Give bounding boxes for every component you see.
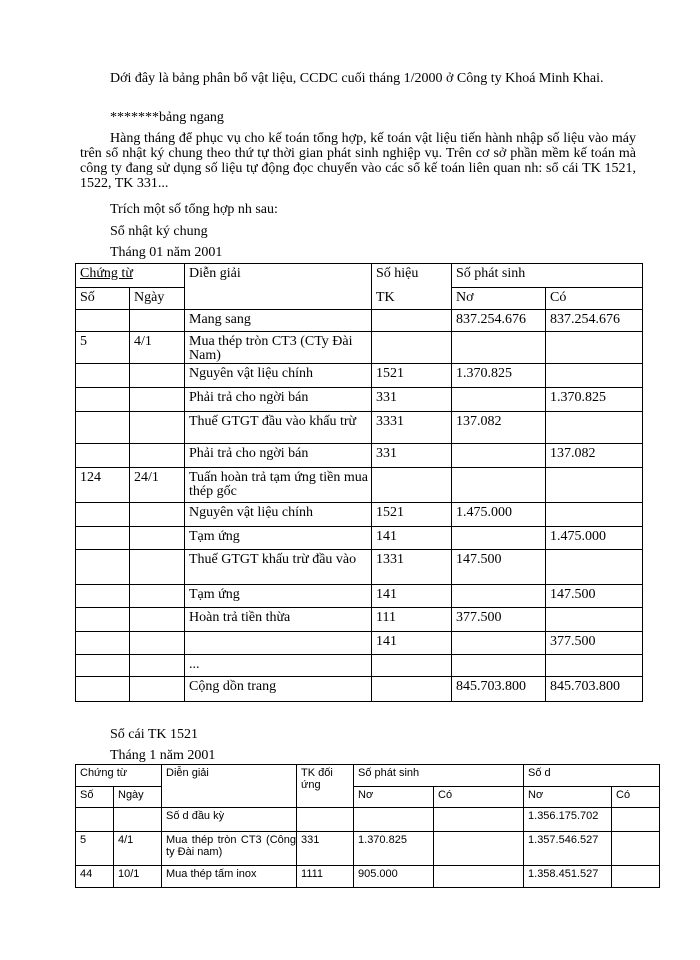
journal-cell-so (76, 310, 130, 332)
journal-cell-co (546, 332, 643, 364)
journal-cell-no (452, 585, 546, 608)
journal-cell-ngay (130, 655, 185, 677)
ledger-cell-du_co (612, 808, 660, 832)
ledger-cell-du_co (612, 832, 660, 866)
ledger-header-so-phat-sinh: Số phát sinh (354, 765, 524, 787)
journal-cell-tk: 1521 (372, 364, 452, 388)
journal-table (75, 263, 643, 702)
journal-cell-tk: 1331 (372, 550, 452, 585)
journal-cell-desc: Nguyên vật liệu chính (185, 503, 372, 527)
journal-cell-no (452, 655, 546, 677)
journal-cell-ngay (130, 364, 185, 388)
journal-row (76, 550, 643, 585)
intro-paragraph-2: Hàng tháng để phục vụ cho kế toán tổng hợp, kế toán vật liệu tiến hành nhập số liệu vào máy trên sổ nhật ký chung theo thứ tự thời gian phát sinh nghiệp vụ. Trên cơ sở phần mềm kế toán mà công ty đang sử dụng số liệu tự động đọc chuyển vào các sổ kế toán liên quan nh: sổ cái TK 1521, 1522, TK 331... (80, 131, 636, 191)
journal-cell-no: 1.475.000 (452, 503, 546, 527)
ledger-month: Tháng 1 năm 2001 (110, 748, 216, 763)
journal-cell-no (452, 632, 546, 655)
journal-row (76, 585, 643, 608)
ledger-header-co: Có (434, 787, 524, 808)
journal-cell-tk (372, 310, 452, 332)
journal-cell-ngay (130, 608, 185, 632)
journal-cell-so (76, 677, 130, 702)
ledger-row (76, 866, 660, 888)
journal-cell-tk: 331 (372, 388, 452, 412)
journal-cell-co (546, 468, 643, 503)
journal-cell-ngay: 24/1 (130, 468, 185, 503)
journal-cell-co: 137.082 (546, 444, 643, 468)
journal-row (76, 655, 643, 677)
ledger-cell-desc: Mua thép tròn CT3 (Công ty Đài nam) (162, 832, 297, 866)
journal-row (76, 632, 643, 655)
journal-cell-tk (372, 332, 452, 364)
ledger-cell-co (434, 866, 524, 888)
ledger-cell-du_no: 1.357.546.527 (524, 832, 612, 866)
journal-row (76, 388, 643, 412)
journal-cell-so (76, 632, 130, 655)
journal-cell-tk (372, 677, 452, 702)
journal-row (76, 503, 643, 527)
ledger-cell-tk: 1111 (297, 866, 354, 888)
journal-cell-ngay: 4/1 (130, 332, 185, 364)
journal-cell-ngay (130, 677, 185, 702)
journal-cell-so (76, 412, 130, 444)
journal-cell-no (452, 444, 546, 468)
ledger-cell-ngay (114, 808, 162, 832)
ledger-header-du-no: Nơ (524, 787, 612, 808)
ledger-cell-no: 905.000 (354, 866, 434, 888)
journal-cell-tk: 1521 (372, 503, 452, 527)
journal-cell-ngay (130, 632, 185, 655)
journal-cell-so (76, 364, 130, 388)
journal-header-tk: TK (372, 288, 452, 310)
ledger-header-chung-tu: Chứng từ (76, 765, 162, 787)
journal-cell-desc: ... (185, 655, 372, 677)
journal-cell-co: 837.254.676 (546, 310, 643, 332)
ledger-row (76, 808, 660, 832)
journal-cell-so (76, 585, 130, 608)
journal-header-co: Có (546, 288, 643, 310)
ledger-cell-du_no: 1.356.175.702 (524, 808, 612, 832)
journal-cell-so: 124 (76, 468, 130, 503)
journal-cell-desc: Phải trả cho ngời bán (185, 444, 372, 468)
ledger-title: Sổ cái TK 1521 (110, 727, 199, 742)
journal-cell-desc: Tuấn hoàn trả tạm ứng tiền mua thép gốc (185, 468, 372, 503)
journal-header-dien-giai: Diễn giải (185, 264, 372, 310)
journal-row (76, 364, 643, 388)
journal-cell-desc: Phải trả cho ngời bán (185, 388, 372, 412)
journal-cell-no: 147.500 (452, 550, 546, 585)
journal-cell-desc: Tạm ứng (185, 527, 372, 550)
journal-cell-desc: Tạm ứng (185, 585, 372, 608)
ledger-header-no: Nơ (354, 787, 434, 808)
ledger-cell-du_co (612, 866, 660, 888)
ledger-cell-so (76, 808, 114, 832)
journal-header-no: Nơ (452, 288, 546, 310)
journal-cell-tk (372, 468, 452, 503)
ledger-header-so-du: Số d (524, 765, 660, 787)
journal-cell-co: 377.500 (546, 632, 643, 655)
journal-cell-tk: 141 (372, 632, 452, 655)
ledger-cell-no (354, 808, 434, 832)
ledger-cell-so: 44 (76, 866, 114, 888)
journal-cell-no: 1.370.825 (452, 364, 546, 388)
ledger-header-tk-doi-ung: TK đối ứng (297, 765, 354, 808)
journal-cell-so (76, 527, 130, 550)
ledger-cell-du_no: 1.358.451.527 (524, 866, 612, 888)
ledger-header-du-co: Có (612, 787, 660, 808)
journal-cell-desc: Hoàn trả tiền thừa (185, 608, 372, 632)
ledger-cell-tk: 331 (297, 832, 354, 866)
journal-header-ngay: Ngày (130, 288, 185, 310)
ledger-cell-co (434, 808, 524, 832)
intro-paragraph-1: Dới đây là bảng phân bổ vật liệu, CCDC cuối tháng 1/2000 ở Công ty Khoá Minh Khai. (110, 71, 604, 86)
journal-cell-so (76, 550, 130, 585)
journal-cell-no: 837.254.676 (452, 310, 546, 332)
journal-cell-ngay (130, 585, 185, 608)
journal-cell-ngay (130, 310, 185, 332)
journal-cell-co (546, 608, 643, 632)
journal-cell-tk: 3331 (372, 412, 452, 444)
journal-cell-desc: Mang sang (185, 310, 372, 332)
ledger-cell-desc: Mua thép tấm inox (162, 866, 297, 888)
journal-cell-co: 845.703.800 (546, 677, 643, 702)
journal-header-so: Số (76, 288, 130, 310)
journal-cell-co: 1.475.000 (546, 527, 643, 550)
journal-cell-desc: Thuế GTGT khấu trừ đầu vào (185, 550, 372, 585)
journal-cell-ngay (130, 412, 185, 444)
journal-cell-no (452, 527, 546, 550)
journal-cell-co (546, 503, 643, 527)
journal-row (76, 527, 643, 550)
journal-cell-co (546, 550, 643, 585)
journal-cell-so (76, 608, 130, 632)
journal-cell-no (452, 388, 546, 412)
journal-cell-desc: Thuế GTGT đầu vào khấu trừ (185, 412, 372, 444)
journal-cell-no (452, 468, 546, 503)
extract-heading: Trích một số tổng hợp nh sau: (110, 202, 278, 217)
ledger-table (75, 764, 660, 888)
journal-row (76, 608, 643, 632)
journal-row (76, 332, 643, 364)
ledger-cell-so: 5 (76, 832, 114, 866)
ledger-row (76, 832, 660, 866)
journal-cell-so (76, 655, 130, 677)
journal-header-so-hieu: Số hiệu (372, 264, 452, 288)
journal-month: Tháng 01 năm 2001 (110, 245, 223, 260)
ledger-cell-no: 1.370.825 (354, 832, 434, 866)
journal-cell-co (546, 412, 643, 444)
ledger-cell-tk (297, 808, 354, 832)
journal-cell-tk: 111 (372, 608, 452, 632)
journal-cell-tk: 141 (372, 585, 452, 608)
journal-cell-desc: Nguyên vật liệu chính (185, 364, 372, 388)
journal-cell-co: 147.500 (546, 585, 643, 608)
journal-cell-co: 1.370.825 (546, 388, 643, 412)
journal-cell-ngay (130, 444, 185, 468)
journal-row (76, 412, 643, 444)
ledger-header-ngay: Ngày (114, 787, 162, 808)
journal-cell-no (452, 332, 546, 364)
ledger-cell-desc: Số d đầu kỳ (162, 808, 297, 832)
journal-cell-no: 137.082 (452, 412, 546, 444)
ledger-header-dien-giai: Diễn giải (162, 765, 297, 808)
journal-cell-ngay (130, 388, 185, 412)
journal-cell-desc (185, 632, 372, 655)
journal-cell-no: 377.500 (452, 608, 546, 632)
journal-cell-so (76, 388, 130, 412)
journal-cell-desc: Mua thép tròn CT3 (CTy Đài Nam) (185, 332, 372, 364)
journal-cell-co (546, 655, 643, 677)
journal-cell-no: 845.703.800 (452, 677, 546, 702)
ledger-header-so: Số (76, 787, 114, 808)
ledger-cell-ngay: 10/1 (114, 866, 162, 888)
journal-title: Sổ nhật ký chung (110, 224, 208, 239)
journal-cell-desc: Cộng dồn trang (185, 677, 372, 702)
journal-cell-tk: 141 (372, 527, 452, 550)
journal-cell-so (76, 503, 130, 527)
journal-cell-co (546, 364, 643, 388)
ledger-cell-ngay: 4/1 (114, 832, 162, 866)
journal-row (76, 444, 643, 468)
ledger-cell-co (434, 832, 524, 866)
journal-cell-tk (372, 655, 452, 677)
stars-note: *******bảng ngang (110, 110, 224, 125)
journal-cell-ngay (130, 503, 185, 527)
journal-header-so-phat-sinh: Số phát sinh (452, 264, 643, 288)
journal-cell-tk: 331 (372, 444, 452, 468)
journal-cell-so: 5 (76, 332, 130, 364)
journal-row (76, 677, 643, 702)
journal-header-chung-tu: Chứng từ (76, 264, 185, 288)
journal-cell-so (76, 444, 130, 468)
journal-cell-ngay (130, 527, 185, 550)
journal-cell-ngay (130, 550, 185, 585)
journal-row (76, 310, 643, 332)
journal-row (76, 468, 643, 503)
